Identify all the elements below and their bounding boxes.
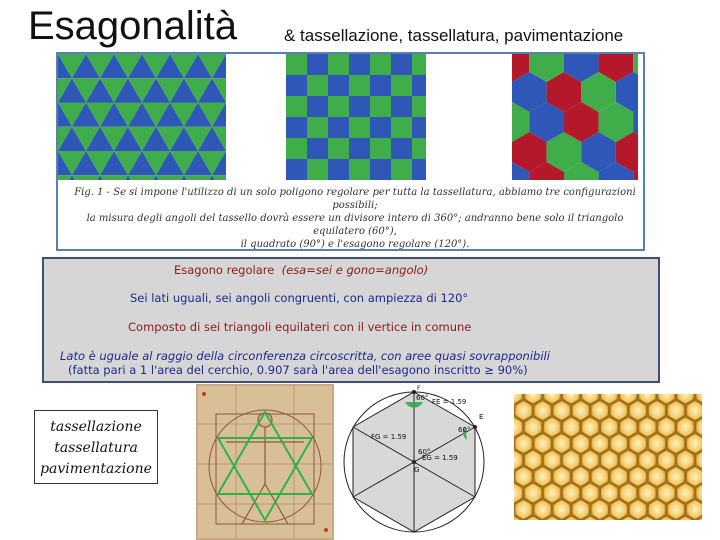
square-tile <box>286 96 307 117</box>
square-tile <box>412 117 426 138</box>
pt-e-label: E <box>479 413 484 421</box>
square-tile <box>328 75 349 96</box>
square-tile <box>328 117 349 138</box>
angle-right-label: 60° <box>458 426 471 434</box>
info-line-3: Composto di sei triangoli equilateri con il vertice in comune <box>128 320 472 334</box>
page-title: Esagonalità <box>28 4 238 48</box>
square-tile <box>412 75 426 96</box>
fe-label: FE = 1.59 <box>432 398 467 406</box>
triangle-tile <box>184 175 212 180</box>
hexagon-geometry-diagram <box>334 384 498 540</box>
info-line-4: Lato è uguale al raggio della circonferenza circoscritta, con aree quasi sovrapponibili <box>60 349 550 363</box>
terms-box <box>34 410 158 484</box>
square-tile <box>370 54 391 75</box>
square-tile <box>307 117 328 138</box>
triangle-tiling <box>58 54 226 180</box>
square-tile <box>370 138 391 159</box>
triangle-tile <box>100 175 128 180</box>
info-line-1-paren: (esa=sei e gono=angolo) <box>281 263 429 277</box>
square-tile <box>370 96 391 117</box>
angle-mid-label: 60° <box>418 448 431 456</box>
square-tile <box>412 96 426 117</box>
square-tile <box>349 96 370 117</box>
square-tile <box>412 54 426 75</box>
square-tile <box>391 159 412 180</box>
hexagon-info-box <box>42 257 660 383</box>
square-tile <box>307 159 328 180</box>
square-tile <box>286 159 307 180</box>
square-tile <box>307 54 328 75</box>
square-tile <box>391 138 412 159</box>
square-tile <box>412 159 426 180</box>
info-line-1-label: Esagono regolare <box>174 263 275 277</box>
caption-line-2: la misura degli angoli del tassello dovrà essere un divisore intero di 360°; andranno bene solo il triangolo equilatero (60°), <box>86 213 624 237</box>
square-tile <box>370 75 391 96</box>
angle-top-label: 60° <box>416 394 429 402</box>
square-tile <box>391 75 412 96</box>
square-tile <box>307 138 328 159</box>
square-tile <box>307 96 328 117</box>
square-tile <box>349 54 370 75</box>
eg-label: EG = 1.59 <box>422 454 458 462</box>
fg-label: FG = 1.59 <box>371 433 407 441</box>
square-tile <box>286 138 307 159</box>
term-3: pavimentazione <box>40 461 152 477</box>
square-tile <box>286 54 307 75</box>
square-tile <box>391 54 412 75</box>
triangle-tile <box>156 175 184 180</box>
square-tile <box>328 96 349 117</box>
square-tile <box>286 117 307 138</box>
square-tile <box>349 138 370 159</box>
pt-g-label: G <box>414 466 420 474</box>
square-tile <box>286 75 307 96</box>
hexagon-tiling <box>512 54 638 180</box>
page-subtitle: & tassellazione, tassellatura, pavimentazione <box>284 26 624 45</box>
info-line-1 <box>174 263 428 277</box>
square-tile <box>391 117 412 138</box>
square-tile <box>307 75 328 96</box>
triangle-tile <box>72 175 100 180</box>
caption-line-3: il quadrato (90°) e l'esagono regolare (120°). <box>240 239 470 250</box>
term-2: tassellatura <box>54 440 138 456</box>
square-tile <box>328 138 349 159</box>
term-1: tassellazione <box>50 419 142 435</box>
square-tile <box>370 117 391 138</box>
square-tile <box>349 75 370 96</box>
square-tile <box>349 159 370 180</box>
figure-caption <box>70 186 640 251</box>
caption-line-1: Fig. 1 - Se si impone l'utilizzo di un solo poligono regolare per tutta la tassellatura, abbiamo tre configurazioni possibili; <box>74 187 636 211</box>
square-tile <box>412 138 426 159</box>
info-line-2: Sei lati uguali, sei angoli congruenti, con ampiezza di 120° <box>130 291 469 305</box>
square-tiling <box>286 54 426 180</box>
square-tile <box>328 54 349 75</box>
vitruvian-image <box>196 384 334 540</box>
pt-f-label: F <box>417 385 421 392</box>
triangle-tile <box>128 175 156 180</box>
square-tile <box>391 96 412 117</box>
square-tile <box>328 159 349 180</box>
honeycomb-image <box>514 394 702 520</box>
square-tile <box>370 159 391 180</box>
square-tile <box>349 117 370 138</box>
info-line-5: (fatta pari a 1 l'area del cerchio, 0.907 sarà l'area dell'esagono inscritto ≥ 90%) <box>68 363 528 377</box>
